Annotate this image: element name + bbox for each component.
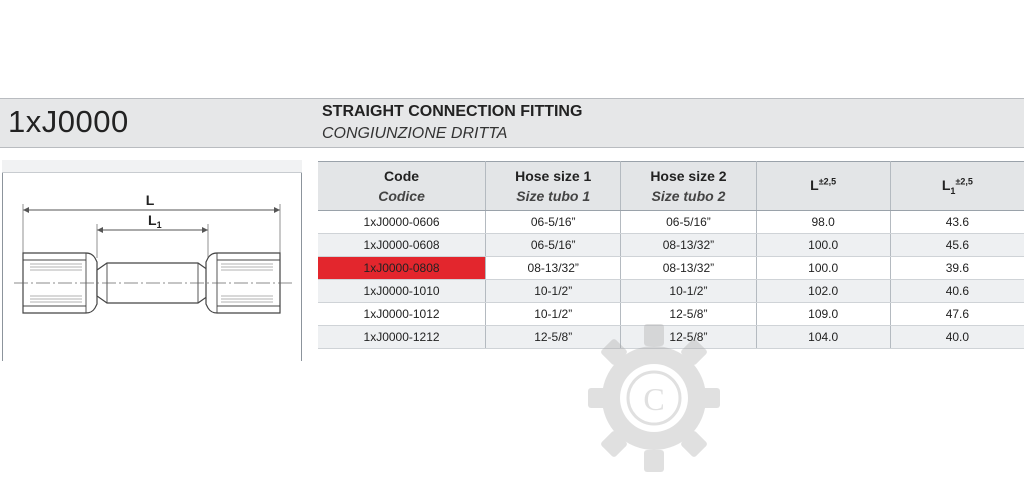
- column-header-code: Code Codice: [318, 162, 486, 211]
- cell-hose1: 10-1/2”: [486, 303, 621, 326]
- fitting-drawing: [0, 172, 304, 352]
- cell-L1: 43.6: [890, 211, 1024, 234]
- cell-code-highlighted: 1xJ0000-0808: [318, 257, 486, 280]
- column-header-hose-size-2: Hose size 2 Size tubo 2: [621, 162, 756, 211]
- cell-hose1: 06-5/16”: [486, 211, 621, 234]
- cell-L: 102.0: [756, 280, 890, 303]
- cell-hose1: 10-1/2”: [486, 280, 621, 303]
- cell-L1: 40.6: [890, 280, 1024, 303]
- title-english: STRAIGHT CONNECTION FITTING: [322, 103, 583, 120]
- cell-L1: 47.6: [890, 303, 1024, 326]
- table-row[interactable]: [318, 211, 1024, 234]
- cell-L1: 45.6: [890, 234, 1024, 257]
- cell-L: 104.0: [756, 326, 890, 349]
- cell-L: 109.0: [756, 303, 890, 326]
- arrow-right-icon: [274, 207, 280, 213]
- cell-hose2: 08-13/32”: [621, 257, 756, 280]
- cell-hose1: 06-5/16”: [486, 234, 621, 257]
- cell-L1: 40.0: [890, 326, 1024, 349]
- arrow-right-icon: [202, 227, 208, 233]
- gear-watermark-icon: [584, 318, 724, 478]
- label-L1: $L_1$: [148, 212, 162, 230]
- title-italian: CONGIUNZIONE DRITTA: [322, 125, 508, 142]
- label-L: L: [145, 192, 155, 208]
- cell-L: 100.0: [756, 257, 890, 280]
- table-header-row: [318, 162, 1024, 211]
- cell-hose2: 12-5/8”: [621, 326, 756, 349]
- cell-code: 1xJ0000-1010: [318, 280, 486, 303]
- cell-code: 1xJ0000-0608: [318, 234, 486, 257]
- cell-L: 100.0: [756, 234, 890, 257]
- cell-hose2: 10-1/2”: [621, 280, 756, 303]
- table-row[interactable]: [318, 280, 1024, 303]
- cell-hose2: 12-5/8”: [621, 303, 756, 326]
- column-header-L1: $L_1^{\pm 2,5}$: [890, 162, 1024, 211]
- cell-hose1: 08-13/32”: [486, 257, 621, 280]
- arrow-left-icon: [23, 207, 29, 213]
- cell-code: 1xJ0000-0606: [318, 211, 486, 234]
- column-header-hose-size-1: Hose size 1 Size tubo 1: [486, 162, 621, 211]
- table-row-highlighted[interactable]: [318, 257, 1024, 280]
- column-header-L: $L^{\pm 2,5}$: [756, 162, 890, 211]
- cell-code: 1xJ0000-1212: [318, 326, 486, 349]
- cell-hose2: 06-5/16”: [621, 211, 756, 234]
- cell-L: 98.0: [756, 211, 890, 234]
- cell-code: 1xJ0000-1012: [318, 303, 486, 326]
- cell-hose2: 08-13/32”: [621, 234, 756, 257]
- table-row[interactable]: [318, 234, 1024, 257]
- arrow-left-icon: [97, 227, 103, 233]
- cell-hose1: 12-5/8”: [486, 326, 621, 349]
- part-code: 1xJ0000: [8, 104, 129, 139]
- svg-text:C: C: [643, 381, 665, 417]
- cell-L1: 39.6: [890, 257, 1024, 280]
